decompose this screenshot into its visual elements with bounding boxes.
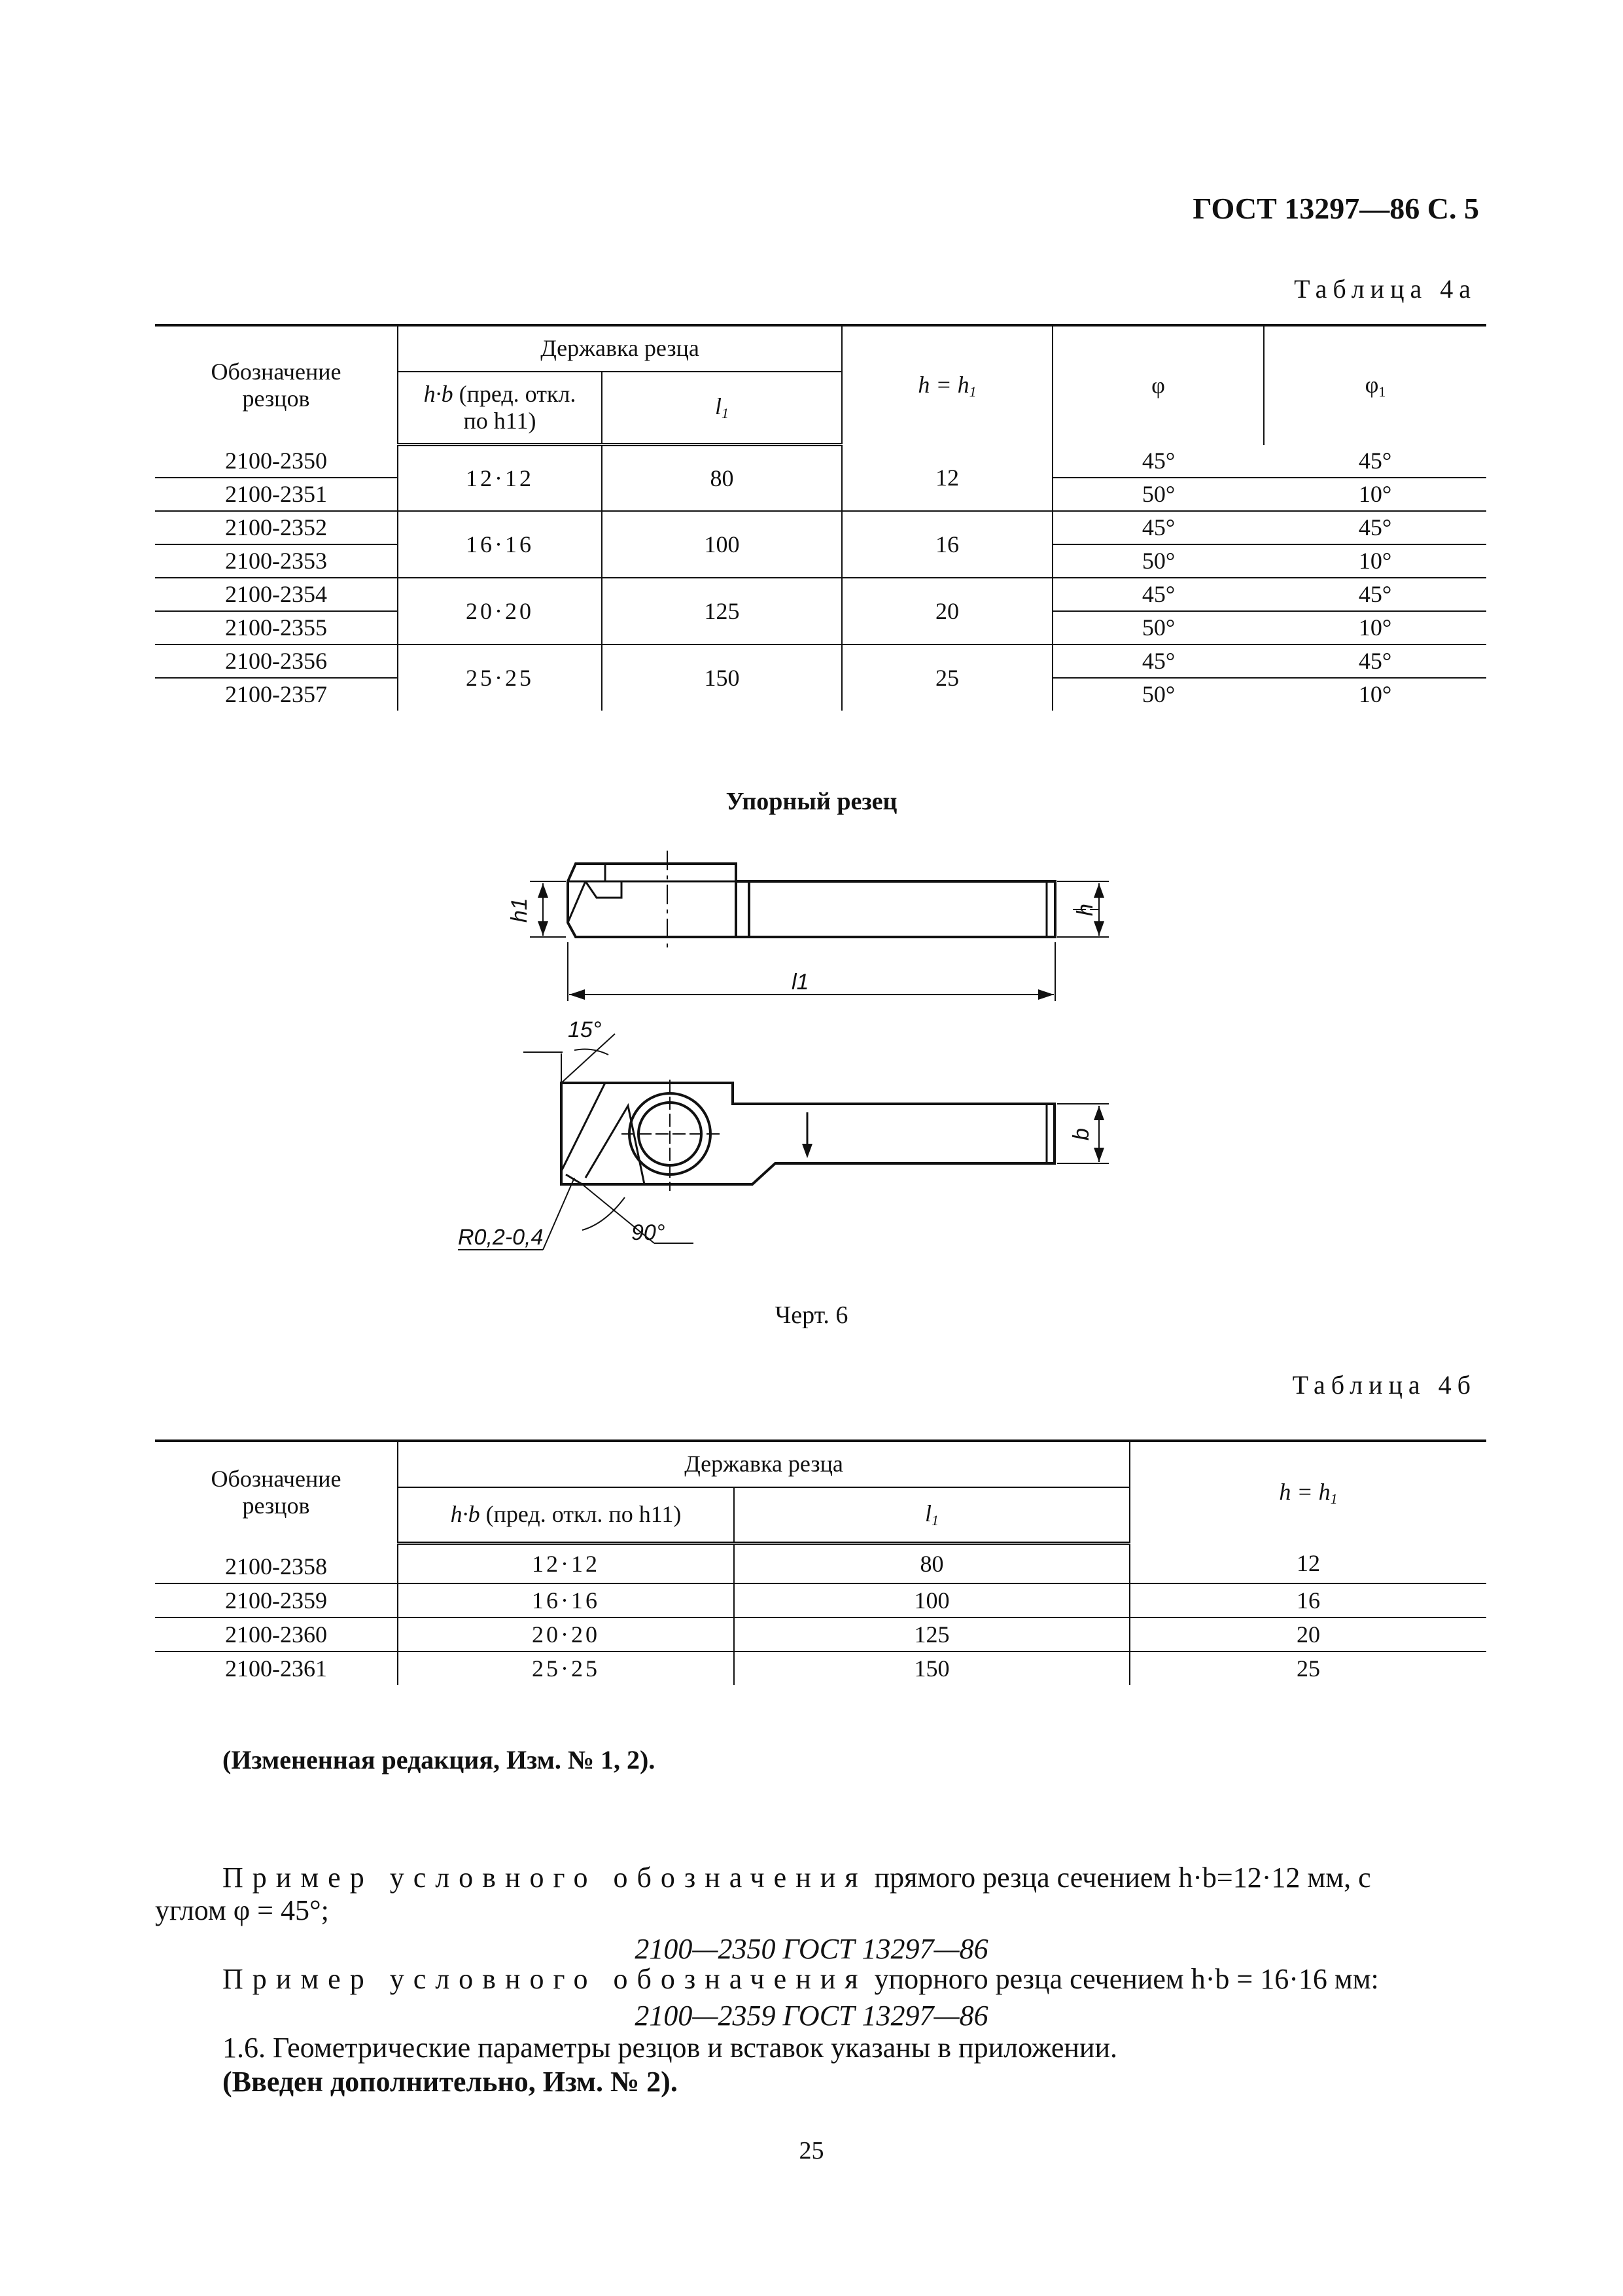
col-hb-header: h·b (пред. откл. по h11)	[398, 1487, 734, 1544]
table-row: 2100-2360 20·20 125 20	[155, 1617, 1486, 1651]
example-1-designation: 2100—2350 ГОСТ 13297—86	[635, 1933, 988, 1965]
table-row: 2100-2356 25·25 150 25 45° 45°	[155, 645, 1486, 678]
table-row: 2100-2351 50° 10°	[155, 478, 1486, 511]
label-90: 90°	[631, 1220, 665, 1245]
clause-1-6: 1.6. Геометрические параметры резцов и вставок указаны в приложении.	[222, 2032, 1117, 2064]
example-2-line-1: Пример условного обозначения упорного резца сечением h·b = 16·16 мм:	[222, 1963, 1379, 1995]
table-row: 2100-2357 50° 10°	[155, 678, 1486, 711]
table-row: 2100-2359 16·16 100 16	[155, 1583, 1486, 1617]
col-holder-header: Державка резца	[398, 325, 842, 372]
col-l1-header: $l_1$	[602, 372, 842, 445]
table-row: 2100-2354 20·20 125 20 45° 45°	[155, 578, 1486, 611]
label-15: 15°	[568, 1017, 602, 1042]
document-header: ГОСТ 13297—86 С. 5	[1193, 192, 1479, 225]
col-designation-header: Обозначение резцов	[211, 1465, 341, 1519]
drawing-caption: Черт. 6	[775, 1301, 848, 1329]
label-h1: h1	[507, 898, 532, 923]
example-2-designation: 2100—2359 ГОСТ 13297—86	[635, 2000, 988, 2032]
table-row: 2100-2350 12·12 80 12 45° 45°	[155, 445, 1486, 478]
table-4a-caption: Таблица 4а	[1294, 274, 1476, 304]
amended-note: (Измененная редакция, Изм. № 1, 2).	[222, 1745, 655, 1775]
page-number: 25	[799, 2137, 824, 2164]
table-row: 2100-2361 25·25 150 25	[155, 1651, 1486, 1685]
introduced-note: (Введен дополнительно, Изм. № 2).	[222, 2066, 678, 2098]
col-h-header: $h = h_1$	[1130, 1441, 1486, 1544]
drawing-title: Упорный резец	[725, 788, 898, 815]
table-row: 2100-2358 12·12 80 12	[155, 1544, 1486, 1583]
col-h-header: $h = h_1$	[842, 325, 1053, 445]
table-4b-caption: Таблица 4б	[1292, 1370, 1476, 1400]
col-holder-header: Державка резца	[398, 1441, 1130, 1487]
table-row: 2100-2352 16·16 100 16 45° 45°	[155, 511, 1486, 544]
example-1-line-1: Пример условного обозначения прямого резца сечением h·b=12·12 мм, с	[222, 1862, 1371, 1894]
col-phi1-header: $\varphi_1$	[1264, 325, 1486, 445]
col-phi-header: φ	[1053, 325, 1264, 445]
example-1-line-2: углом φ = 45°;	[155, 1894, 329, 1926]
label-b: b	[1069, 1128, 1094, 1140]
table-4b	[155, 1439, 1486, 1685]
col-hb-header: h·b (пред. откл. по h11)	[398, 372, 602, 445]
table-row: 2100-2355 50° 10°	[155, 611, 1486, 645]
label-l1: l1	[792, 970, 809, 995]
label-h: h	[1073, 904, 1098, 916]
col-l1-header: $l_1$	[734, 1487, 1130, 1544]
label-r: R0,2-0,4	[458, 1225, 544, 1250]
col-designation-header: Обозначение резцов	[211, 358, 341, 412]
table-row: 2100-2353 50° 10°	[155, 544, 1486, 578]
